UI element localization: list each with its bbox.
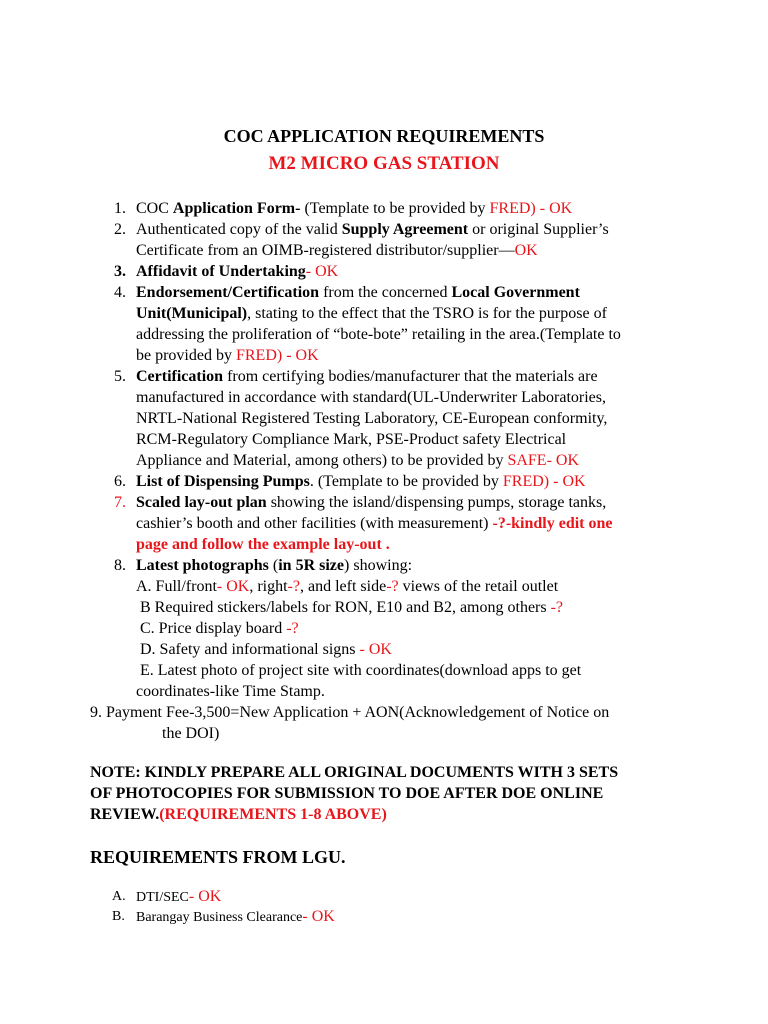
list-item-6: List of Dispensing Pumps. (Template to be provided by FRED) - OK <box>136 473 586 490</box>
lgu-heading: REQUIREMENTS FROM LGU. <box>90 847 346 867</box>
payment-fee-item: 9. Payment Fee-3,500=New Application + AON(Acknowledgement of Notice on <box>90 704 610 721</box>
note-line-1: NOTE: KINDLY PREPARE ALL ORIGINAL DOCUMENTS WITH 3 SETS <box>90 764 619 781</box>
note-line-3: REVIEW.(REQUIREMENTS 1-8 ABOVE) <box>90 806 387 823</box>
list-number: 6. <box>114 473 126 490</box>
list-item-2: Authenticated copy of the valid Supply Agreement or original Supplier’s <box>136 221 609 238</box>
list-item-4-line-4: be provided by FRED) - OK <box>136 347 319 364</box>
list-number: 1. <box>114 200 126 217</box>
photo-item-a: A. Full/front- OK, right-?, and left side-? views of the retail outlet <box>136 578 559 595</box>
photo-item-c: C. Price display board -? <box>140 620 299 637</box>
list-item-7: Scaled lay-out plan showing the island/dispensing pumps, storage tanks, <box>136 494 607 511</box>
list-item-2-line-2: Certificate from an OIMB-registered distributor/supplier—OK <box>136 242 538 259</box>
list-item-5-line-3: NRTL-National Registered Testing Laboratory, CE-European conformity, <box>136 410 608 427</box>
photo-item-b: B Required stickers/labels for RON, E10 and B2, among others -? <box>140 599 564 616</box>
list-number: 3. <box>114 263 126 280</box>
list-item-4-line-2: Unit(Municipal), stating to the effect that the TSRO is for the purpose of <box>136 305 607 322</box>
list-item-1: COC Application Form- (Template to be provided by FRED) - OK <box>136 200 573 217</box>
list-item-5-line-5: Appliance and Material, among others) to be provided by SAFE- OK <box>136 452 580 469</box>
lgu-item-b: Barangay Business Clearance- OK <box>136 908 335 925</box>
photo-item-e: E. Latest photo of project site with coordinates(download apps to get <box>140 662 582 679</box>
list-number: 5. <box>114 368 126 385</box>
list-item-5-line-4: RCM-Regulatory Compliance Mark, PSE-Product safety Electrical <box>136 431 567 448</box>
photo-item-d: D. Safety and informational signs - OK <box>140 641 392 658</box>
lgu-item-number: A. <box>112 889 126 904</box>
page-title: COC APPLICATION REQUIREMENTS <box>223 126 545 146</box>
list-item-7-line-2: cashier’s booth and other facilities (with measurement) -?-kindly edit one <box>136 515 613 532</box>
payment-fee-item-line-2: the DOI) <box>162 725 220 742</box>
list-number: 7. <box>114 494 126 511</box>
lgu-item-a: DTI/SEC- OK <box>136 888 222 905</box>
list-number: 8. <box>114 557 126 574</box>
note-line-2: OF PHOTOCOPIES FOR SUBMISSION TO DOE AFTER DOE ONLINE <box>90 785 604 802</box>
list-item-4: Endorsement/Certification from the concerned Local Government <box>136 284 580 301</box>
lgu-item-number: B. <box>112 909 125 924</box>
page-subtitle: M2 MICRO GAS STATION <box>268 153 500 174</box>
list-number: 2. <box>114 221 126 238</box>
list-item-5: Certification from certifying bodies/manufacturer that the materials are <box>136 368 598 385</box>
list-item-5-line-2: manufactured in accordance with standard(UL-Underwriter Laboratories, <box>136 389 607 406</box>
list-item-7-line-3: page and follow the example lay-out . <box>136 536 390 553</box>
list-item-8: Latest photographs (in 5R size) showing: <box>136 557 413 574</box>
list-number: 4. <box>114 284 126 301</box>
list-item-4-line-3: addressing the proliferation of “bote-bote” retailing in the area.(Template to <box>136 326 621 343</box>
list-item-3: Affidavit of Undertaking- OK <box>136 263 339 280</box>
photo-item-e-line-2: coordinates-like Time Stamp. <box>136 683 325 700</box>
